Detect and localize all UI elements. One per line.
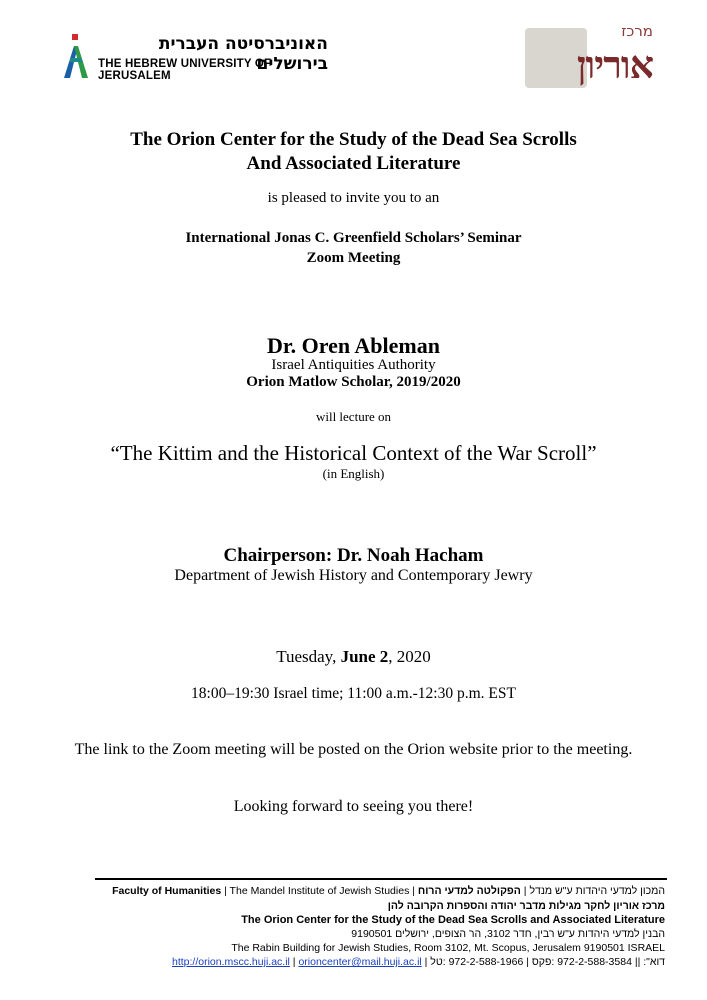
center-title-line1: The Orion Center for the Study of the Dead Sea Scrolls [130, 129, 577, 150]
footer-address-hebrew: הבנין למדעי היהדות ע"ש רבין, חדר 3102, הר הצופים, ירושלים 9190501 [351, 928, 665, 940]
email-link[interactable]: orioncenter@mail.huji.ac.il [298, 956, 422, 968]
speaker-name: Dr. Oren Ableman [267, 333, 440, 358]
lecture-language: (in English) [322, 466, 385, 481]
footer-institute-english: | The Mandel Institute of Jewish Studies | [221, 885, 418, 897]
footer-faculty-hebrew: הפקולטה למדעי הרוח [417, 885, 521, 897]
footer-faculty-english: Faculty of Humanities [112, 885, 222, 897]
footer-contact-line: http://orion.mscc.huji.ac.il | orioncenter@mail.huji.ac.il | דוא": || 972-2-588-3584 :פקס | 972-2-588-1966 :טל [171, 956, 665, 968]
footer-institute-hebrew: המכון למדעי היהדות ע"ש מנדל | [520, 885, 665, 897]
orion-logo-big-text: אוריון [576, 42, 653, 87]
seminar-title: International Jonas C. Greenfield Scholars’ Seminar [185, 230, 522, 246]
closing-text: Looking forward to seeing you there! [233, 798, 474, 815]
event-date [0, 647, 707, 667]
speaker-title: Orion Matlow Scholar, 2019/2020 [246, 374, 461, 390]
lecture-title: “The Kittim and the Historical Context of the War Scroll” [110, 441, 597, 465]
footer-divider [95, 878, 667, 880]
website-link[interactable]: http://orion.mscc.huji.ac.il [171, 956, 290, 968]
speaker-affiliation: Israel Antiquities Authority [271, 357, 436, 373]
orion-center-logo [525, 22, 655, 92]
footer-phone-fax: | דוא": || 972-2-588-3584 :פקס | 972-2-588-1966 :טל [421, 956, 665, 968]
footer-address-english: The Rabin Building for Jewish Studies, Room 3102, Mt. Scopus, Jerusalem 9190501 ISRAEL [231, 942, 665, 954]
hebrew-university-logo [60, 32, 340, 82]
date-weekday: Tuesday, [276, 647, 337, 666]
lecture-intro: will lecture on [315, 409, 392, 424]
seminar-format: Zoom Meeting [306, 250, 401, 266]
university-emblem-icon [60, 32, 92, 80]
university-name-hebrew: האוניברסיטה העברית בירושלים [158, 34, 328, 74]
center-title-line2: And Associated Literature [246, 153, 461, 174]
zoom-note: The link to the Zoom meeting will be posted on the Orion website prior to the meeting. [74, 741, 633, 758]
chairperson: Chairperson: Dr. Noah Hacham [223, 545, 484, 566]
event-time: 18:00–19:30 Israel time; 11:00 a.m.-12:30 p.m. EST [191, 685, 516, 702]
footer-orion-english: The Orion Center for the Study of the Dead Sea Scrolls and Associated Literature [241, 914, 665, 926]
orion-logo-small-text: מרכז [621, 22, 653, 40]
footer-line-faculty [112, 885, 665, 897]
university-name-english: THE HEBREW UNIVERSITY OF JERUSALEM [98, 58, 272, 82]
date-day: June 2 [340, 647, 389, 666]
date-year: , 2020 [388, 647, 431, 666]
invite-text: is pleased to invite you to an [267, 190, 440, 206]
footer-orion-hebrew: מרכז אוריון לחקר מגילות מדבר יהודה והספרות הקרובה להן [387, 900, 665, 912]
chair-department: Department of Jewish History and Contemporary Jewry [174, 567, 533, 584]
